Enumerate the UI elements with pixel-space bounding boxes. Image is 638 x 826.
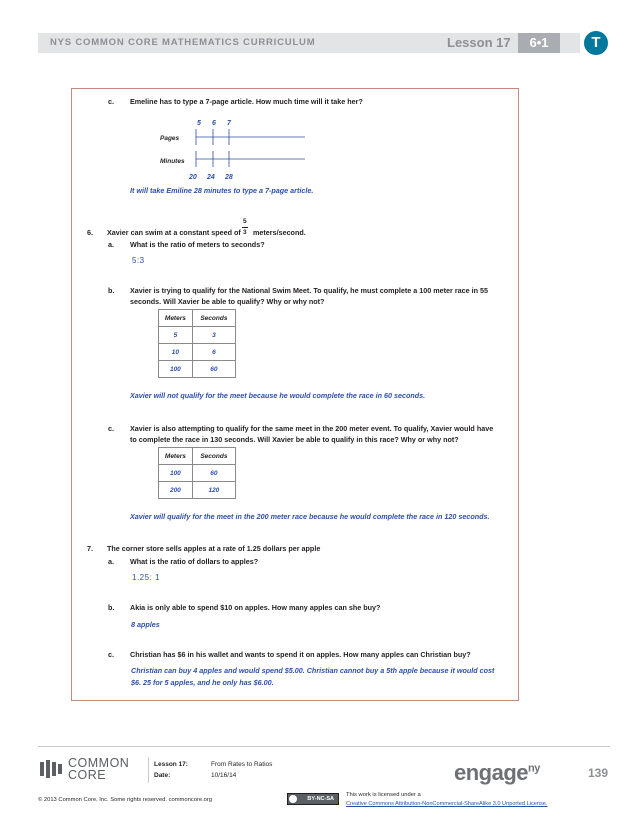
common-core-logo-line2: CORE xyxy=(68,768,107,782)
engageny-logo-text: engage xyxy=(454,760,529,785)
minutes-tick-20: 20 xyxy=(189,174,197,181)
pages-tick-7: 7 xyxy=(227,120,231,127)
common-core-logo-icon xyxy=(40,760,64,778)
footer-date-value: 10/16/14 xyxy=(211,772,237,779)
q6b-line1: Xavier is trying to qualify for the National Swim Meet. To qualify, he must complete a 100 meter race in 55 xyxy=(130,286,489,295)
q6a-text: What is the ratio of meters to seconds? xyxy=(130,240,265,249)
q6-text-after: meters/second. xyxy=(253,228,306,237)
pages-tick-6: 6 xyxy=(212,120,216,127)
q7b-text: Akia is only able to spend $10 on apples. How many apples can she buy? xyxy=(130,603,381,612)
q7a-letter: a. xyxy=(108,557,114,566)
license-line1: This work is licensed under a xyxy=(346,792,421,798)
q7-number: 7. xyxy=(87,544,93,553)
q7a-answer: 1.25: 1 xyxy=(132,573,160,582)
q5c-answer: It will take Emiline 28 minutes to type a 7-page article. xyxy=(130,186,314,195)
tape-diagram xyxy=(150,115,320,185)
q7c-letter: c. xyxy=(108,650,114,659)
table-cell: 60 xyxy=(192,361,235,378)
footer-lesson-value: From Rates to Ratios xyxy=(211,761,273,768)
q6-frac-den: 3 xyxy=(243,229,247,236)
q6a-answer: 5:3 xyxy=(132,256,145,265)
cc-circle-icon xyxy=(289,795,297,803)
q7-text: The corner store sells apples at a rate of 1.25 dollars per apple xyxy=(107,544,321,553)
q6c-table xyxy=(158,447,236,499)
lesson-label: Lesson 17 xyxy=(447,35,511,50)
q6c-line2: to complete the race in 130 seconds. Will Xavier be able to qualify in this race? Why or why not? xyxy=(130,435,459,444)
table-cell: 200 xyxy=(159,482,193,499)
q6c-answer: Xavier will qualify for the meet in the 200 meter race because he would complete the race in 120 seconds. xyxy=(130,512,490,521)
q6b-table xyxy=(158,309,236,378)
q5c-text: Emeline has to type a 7-page article. How much time will it take her? xyxy=(130,97,363,106)
pages-tick-5: 5 xyxy=(197,120,201,127)
q7b-answer: 8 apples xyxy=(131,620,160,629)
table-header: Seconds xyxy=(192,310,235,327)
minutes-tick-28: 28 xyxy=(225,174,233,181)
engageny-logo-sup: ny xyxy=(528,762,540,775)
q7c-answer-line2: $6. 25 for 5 apples, and he only has $6.00. xyxy=(131,678,274,687)
q6c-line1: Xavier is also attempting to qualify for the same meet in the 200 meter event. To qualify, Xavier would have xyxy=(130,424,494,433)
footer-rule xyxy=(38,746,610,747)
table-cell: 6 xyxy=(192,344,235,361)
footer-divider xyxy=(148,757,149,783)
teacher-badge-icon: T xyxy=(584,31,608,55)
page-number: 139 xyxy=(588,766,609,780)
table-cell: 5 xyxy=(159,327,193,344)
table-cell: 60 xyxy=(192,465,235,482)
q6-frac-num: 5 xyxy=(243,218,247,225)
table-cell: 10 xyxy=(159,344,193,361)
curriculum-title: NYS COMMON CORE MATHEMATICS CURRICULUM xyxy=(50,37,316,48)
q7b-letter: b. xyxy=(108,603,115,612)
minutes-label: Minutes xyxy=(160,158,185,165)
minutes-tick-24: 24 xyxy=(207,174,215,181)
q6b-answer: Xavier will not qualify for the meet because he would complete the race in 60 seconds. xyxy=(130,391,426,400)
q6-number: 6. xyxy=(87,228,93,237)
table-cell: 120 xyxy=(192,482,235,499)
q6-text-before: Xavier can swim at a constant speed of xyxy=(107,228,241,237)
table-header: Seconds xyxy=(192,448,235,465)
module-badge: 6•1 xyxy=(518,33,560,53)
q6c-letter: c. xyxy=(108,424,114,433)
engageny-logo xyxy=(454,760,540,786)
q6a-letter: a. xyxy=(108,240,114,249)
q6-frac-bar xyxy=(242,227,248,228)
q6b-letter: b. xyxy=(108,286,115,295)
q6b-line2: seconds. Will Xavier be able to qualify? Why or why not? xyxy=(130,297,325,306)
q7c-answer-line1: Christian can buy 4 apples and would spend $5.00. Christian cannot buy a 5th apple because it would cost xyxy=(131,666,495,675)
q5c-letter: c. xyxy=(108,97,114,106)
table-cell: 100 xyxy=(159,361,193,378)
footer-lesson-label: Lesson 17: xyxy=(154,761,188,768)
q7a-text: What is the ratio of dollars to apples? xyxy=(130,557,259,566)
license-link[interactable]: Creative Commons Attribution-NonCommercial-ShareAlike 3.0 Unported License. xyxy=(346,801,548,807)
pages-label: Pages xyxy=(160,135,180,142)
copyright-text: © 2013 Common Core, Inc. Some rights reserved. commoncore.org xyxy=(38,797,213,803)
footer-date-label: Date: xyxy=(154,772,171,779)
cc-license-badge-text: BY-NC-SA xyxy=(307,796,334,802)
table-cell: 100 xyxy=(159,465,193,482)
q7c-text: Christian has $6 in his wallet and wants to spend it on apples. How many apples can Christian buy? xyxy=(130,650,471,659)
table-header: Meters xyxy=(159,310,193,327)
common-core-logo-line1: COMMON xyxy=(68,756,130,770)
table-cell: 3 xyxy=(192,327,235,344)
table-header: Meters xyxy=(159,448,193,465)
